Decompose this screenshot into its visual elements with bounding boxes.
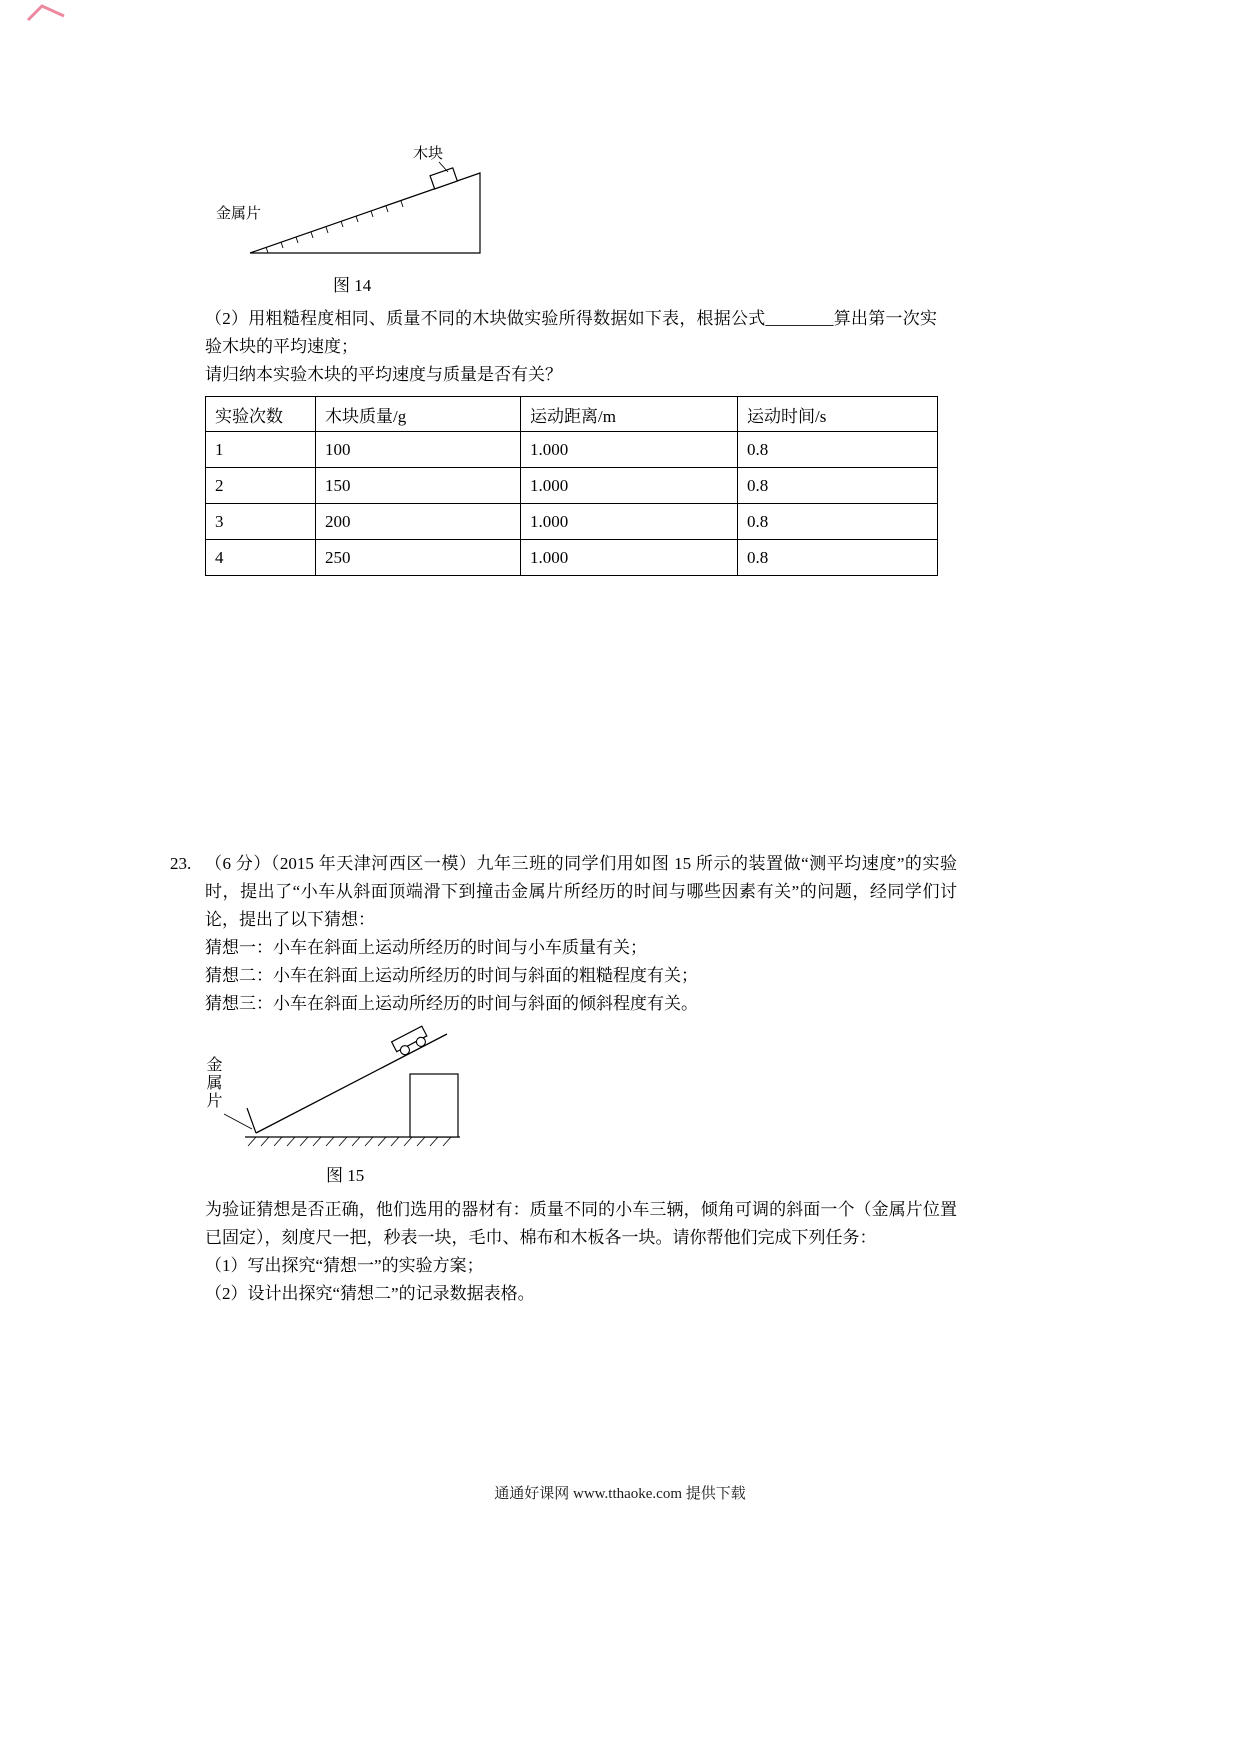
table-cell: 1.000 bbox=[521, 468, 738, 504]
question-23-number: 23. bbox=[170, 854, 192, 873]
table-cell: 1.000 bbox=[521, 432, 738, 468]
table-cell: 100 bbox=[316, 432, 521, 468]
table-cell: 3 bbox=[206, 504, 316, 540]
figure-15-caption: 图 15 bbox=[326, 1166, 365, 1185]
scan-artifact-mark bbox=[22, 0, 72, 30]
ground-hatching bbox=[248, 1137, 451, 1146]
page-footer: 通通好课网 www.tthaoke.com 提供下载 bbox=[494, 1486, 746, 1502]
figure-15-diagram bbox=[200, 1022, 470, 1157]
table-cell: 200 bbox=[316, 504, 521, 540]
table-row bbox=[206, 540, 938, 576]
section-2-text bbox=[205, 305, 937, 389]
question-23-intro: （6 分）（2015 年天津河西区一模）九年三班的同学们用如图 15 所示的装置做“测平均速度”的实验时，提出了“小车从斜面顶端滑下到撞击金属片所经历的时间与哪些因素有关”的问题，经同学们讨论，提出了以下猜想： bbox=[205, 854, 957, 929]
question-23-guess-2: 猜想二：小车在斜面上运动所经历的时间与斜面的粗糙程度有关； bbox=[205, 966, 698, 985]
table-cell: 0.8 bbox=[738, 540, 938, 576]
table-cell: 0.8 bbox=[738, 468, 938, 504]
table-cell: 4 bbox=[206, 540, 316, 576]
question-23-materials: 为验证猜想是否正确，他们选用的器材有：质量不同的小车三辆，倾角可调的斜面一个（金属片位置已固定），刻度尺一把，秒表一块，毛巾、棉布和木板各一块。请你帮他们完成下列任务： bbox=[205, 1200, 957, 1247]
question-23-body bbox=[205, 850, 957, 1018]
incline-ruler-ticks bbox=[266, 201, 403, 253]
section-2-paragraph-1: （2）用粗糙程度相同、质量不同的木块做实验所得数据如下表，根据公式________算出第一次实验木块的平均速度； bbox=[205, 309, 937, 356]
metal-sheet-pointer-line bbox=[224, 1114, 252, 1129]
table-cell: 2 bbox=[206, 468, 316, 504]
figure-14-caption: 图 14 bbox=[333, 276, 372, 295]
metal-sheet-shape bbox=[247, 1108, 256, 1133]
table-header-cell: 实验次数 bbox=[206, 397, 316, 432]
section-2-paragraph-2: 请归纳本实验木块的平均速度与质量是否有关？ bbox=[205, 365, 562, 384]
table-row bbox=[206, 468, 938, 504]
table-row bbox=[206, 432, 938, 468]
metal-sheet-vertical-label: 金属片 bbox=[204, 1056, 221, 1110]
metal-sheet-label: 金属片 bbox=[216, 206, 262, 222]
question-23-task-1: （1）写出探究“猜想一”的实验方案； bbox=[205, 1256, 484, 1275]
table-cell: 1.000 bbox=[521, 504, 738, 540]
table-cell: 150 bbox=[316, 468, 521, 504]
table-header-cell: 木块质量/g bbox=[316, 397, 521, 432]
table-header-cell: 运动时间/s bbox=[738, 397, 938, 432]
table-header-row bbox=[206, 397, 938, 432]
table-cell: 1.000 bbox=[521, 540, 738, 576]
figure-14-diagram bbox=[215, 138, 495, 273]
table-cell: 0.8 bbox=[738, 504, 938, 540]
question-23-guess-3: 猜想三：小车在斜面上运动所经历的时间与斜面的倾斜程度有关。 bbox=[205, 994, 698, 1013]
table-cell: 250 bbox=[316, 540, 521, 576]
question-23-guess-1: 猜想一：小车在斜面上运动所经历的时间与小车质量有关； bbox=[205, 938, 647, 957]
question-23-task-2: （2）设计出探究“猜想二”的记录数据表格。 bbox=[205, 1284, 535, 1303]
table-row bbox=[206, 504, 938, 540]
wood-block-label: 木块 bbox=[413, 146, 444, 162]
question-23-tasks bbox=[205, 1196, 957, 1308]
table-cell: 0.8 bbox=[738, 432, 938, 468]
support-block-shape bbox=[410, 1074, 458, 1137]
wood-block-shape bbox=[430, 168, 457, 189]
table-cell: 1 bbox=[206, 432, 316, 468]
experiment-data-table bbox=[205, 396, 938, 576]
table-header-cell: 运动距离/m bbox=[521, 397, 738, 432]
